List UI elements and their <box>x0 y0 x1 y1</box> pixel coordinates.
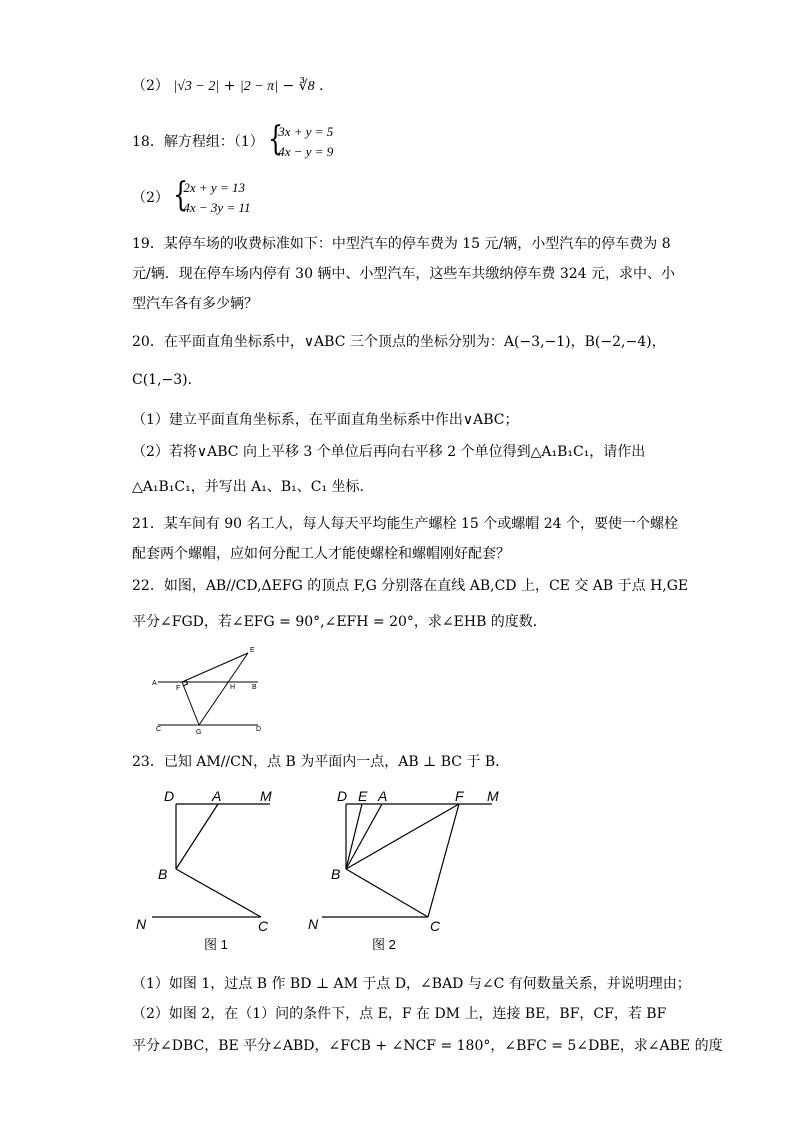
fig1-label-d: D <box>164 788 175 804</box>
q17-part2-label: （2） <box>132 78 169 94</box>
q17-end: ． <box>319 78 334 94</box>
q22-label-e: E <box>250 647 255 654</box>
q22-label-b: B <box>252 684 257 691</box>
q22-seg-fg <box>182 682 199 725</box>
q22-line2: 平分∠FGD，若∠EFG = 90°,∠EFH = 20°，求∠EHB 的度数． <box>132 614 547 630</box>
fig2-label-d: D <box>337 788 348 804</box>
q22-line1: 22．如图，AB//CD,ΔEFG 的顶点 F,G 分别落在直线 AB,CD 上，CE 交 AB 于点 H,GE <box>132 578 689 594</box>
fig2-label-a: A <box>378 788 388 804</box>
fig2-seg-fc <box>428 804 459 917</box>
q18-brace1: { <box>268 119 284 159</box>
q18-system1 <box>268 119 334 162</box>
fig2-caption: 图 2 <box>372 937 396 952</box>
q22-label-d: D <box>256 726 262 733</box>
fig1-label-c: C <box>258 918 269 934</box>
fig2-label-c: C <box>430 918 441 934</box>
q23-part2-line2: 平分∠DBC，BE 平分∠ABD，∠FCB + ∠NCF = 180°，∠BFC = 5∠DBE，求∠ABE 的度 <box>132 1038 723 1054</box>
q18-system2 <box>173 175 251 218</box>
q18-sys1-eq1: 3x + y = 5 <box>278 124 334 139</box>
q22-label-f: F <box>176 685 181 692</box>
fig2-label-b: B <box>331 866 341 882</box>
q23-part2-line1: （2）如图 2，在（1）问的条件下，点 E，F 在 DM 上，连接 BE，BF，CF，若 BF <box>132 1006 667 1022</box>
q17-expr-a: √3 − 2 <box>177 79 216 94</box>
fig2-label-m: M <box>487 788 499 804</box>
q18-part1 <box>132 119 334 162</box>
fig2-label-n: N <box>308 916 319 932</box>
q17-abs1: |√3 − 2| <box>173 79 220 94</box>
q19-line3: 型汽车各有多少辆？ <box>132 296 258 312</box>
fig1-label-n: N <box>136 916 147 932</box>
q20-part2-line2: △A₁B₁C₁，并写出 A₁、B₁、C₁ 坐标． <box>132 479 374 495</box>
q20-line1: 20．在平面直角坐标系中，∨ABC 三个顶点的坐标分别为：A(−3,−1)，B(−2,−4)， <box>132 334 666 350</box>
q22-label-c: C <box>156 726 162 733</box>
q21-line2: 配套两个螺帽，应如何分配工人才能使螺栓和螺帽刚好配套？ <box>132 546 510 562</box>
fig2-seg-bc <box>346 869 428 917</box>
q20-part2-line1: （2）若将∨ABC 向上平移 3 个单位后再向右平移 2 个单位得到△A₁B₁C₁，请作出 <box>132 444 646 460</box>
fig2-label-f: F <box>455 788 464 804</box>
q22-label-h: H <box>230 684 236 691</box>
q21-line1: 21．某车间有 90 名工人，每人每天平均能生产螺栓 15 个或螺帽 24 个，要使一个螺栓 <box>132 516 678 532</box>
q18-sys1-eq2: 4x − y = 9 <box>278 144 334 159</box>
q18-brace2: { <box>173 175 189 215</box>
q17-part2 <box>132 76 333 97</box>
q22-figure <box>150 645 270 737</box>
q23-figures <box>130 785 520 955</box>
q17-minus: − <box>282 78 295 94</box>
fig1-label-m: M <box>260 788 272 804</box>
q17-expr-b: 2 − π <box>243 79 275 94</box>
q17-expr-c: ∛8 <box>298 79 315 94</box>
q18-sys2-eq1: 2x + y = 13 <box>183 180 245 195</box>
fig2-label-e: E <box>358 788 368 804</box>
q20-part1: （1）建立平面直角坐标系，在平面直角坐标系中作出∨ABC； <box>132 412 519 428</box>
q22-label-g: G <box>196 729 202 736</box>
q19-line2: 元/辆．现在停车场内停有 30 辆中、小型汽车，这些车共缴纳停车费 324 元，求中、小 <box>132 266 676 282</box>
fig2-seg-fb <box>346 804 459 869</box>
fig1-label-b: B <box>158 866 168 882</box>
q17-plus: + <box>223 78 236 94</box>
fig1-label-a: A <box>212 788 222 804</box>
q23-part1: （1）如图 1，过点 B 作 BD ⊥ AM 于点 D，∠BAD 与∠C 有何数量关系，并说明理由； <box>132 976 691 992</box>
fig1-caption: 图 1 <box>204 937 228 952</box>
q18-sys2-eq2: 4x − 3y = 11 <box>183 200 251 215</box>
q20-line2: C(1,−3)． <box>132 372 202 388</box>
q19-line1: 19．某停车场的收费标准如下：中型汽车的停车费为 15 元/辆，小型汽车的停车费为 8 <box>132 236 671 252</box>
q22-label-a: A <box>152 680 157 687</box>
fig1-seg-ab <box>176 804 218 869</box>
q18-part2-label: （2） <box>132 190 169 206</box>
q23-line1: 23．已知 AM//CN，点 B 为平面内一点，AB ⊥ BC 于 B． <box>132 754 510 770</box>
q17-abs2: |2 − π| <box>239 79 279 94</box>
fig2-seg-eb <box>346 804 362 869</box>
q18-prefix: 18．解方程组：（1） <box>132 134 264 150</box>
fig1-seg-bc <box>176 869 261 917</box>
q18-part2 <box>132 175 251 218</box>
